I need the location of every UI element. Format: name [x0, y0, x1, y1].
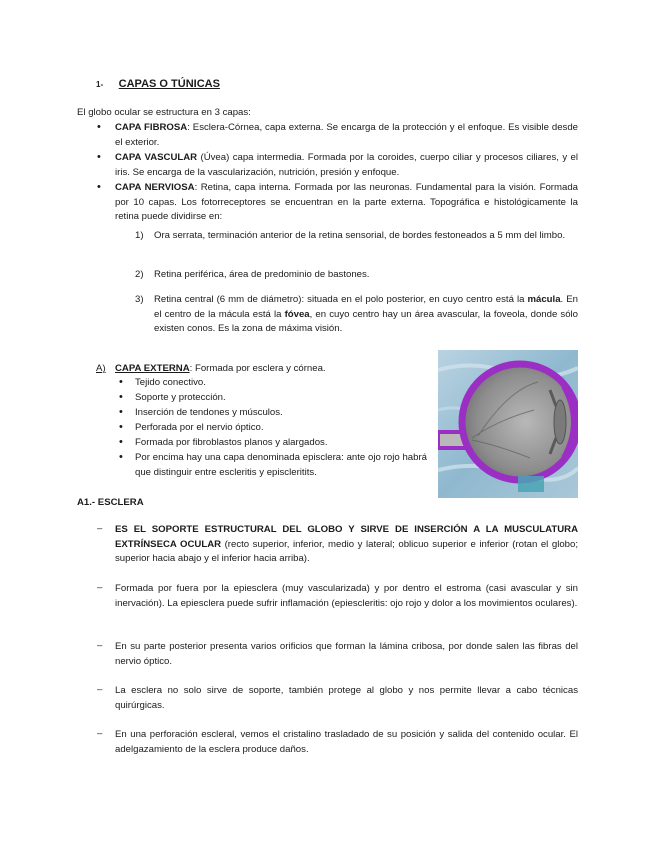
dash-icon: – [97, 523, 103, 534]
layer-desc: (Úvea) capa intermedia. Formada por la coroides, cuerpo ciliar y procesos ciliares, y el iris. Se encarga de la vascularización, nutrición, presión y enfoque. [115, 152, 578, 178]
layer-desc: : Retina, capa interna. Formada por las neuronas. Fundamental para la visión. Formada por 10 capas. Los fotorreceptores se encuentran en la parte externa. Topográfica e histológicamente la retina puede dividirse en: [115, 182, 578, 223]
sclera-item: En su parte posterior presenta varios orificios que forman la lámina cribosa, por donde salen las fibras del nervio óptico. [115, 641, 578, 667]
retina-text: , en cuyo centro hay un área avascular, la foveola, donde sólo existen conos. Es la zona de máxima visión. [154, 308, 578, 335]
dash-icon: – [97, 728, 103, 739]
eye-illustration [438, 350, 578, 498]
list-number: 1) [135, 230, 144, 241]
layer-name: CAPA NERVIOSA [115, 182, 195, 193]
dash-icon: – [97, 684, 103, 695]
retina-part-item [154, 293, 578, 337]
layer-item [115, 151, 578, 180]
fovea-term: fóvea [284, 308, 310, 320]
bullet-icon: • [119, 391, 123, 403]
section-title: CAPAS O TÚNICAS [118, 78, 220, 90]
sclera-item-bold: ES EL SOPORTE ESTRUCTURAL DEL GLOBO Y SIRVE DE INSERCIÓN A LA MUSCULATURA EXTRÍNSECA OCULAR [115, 524, 578, 550]
list-item: Formada por fibroblastos planos y alargados. [135, 437, 328, 448]
bullet-icon: • [97, 121, 101, 133]
layer-item [115, 121, 578, 150]
eye-cross-section-image [438, 350, 578, 498]
layer-desc: : Esclera-Córnea, capa externa. Se encarga de la protección y el enfoque. Es visible desde el exterior. [115, 122, 578, 148]
sclera-item: En una perforación escleral, vemos el cristalino trasladado de su posición y salida del contenido ocular. El adelgazamiento de la esclera produce daños. [115, 729, 578, 755]
section-number: 1- [96, 80, 104, 89]
list-item: Soporte y protección. [135, 392, 226, 403]
bullet-icon: • [119, 421, 123, 433]
bullet-icon: • [97, 181, 101, 193]
list-number: 3) [135, 294, 144, 305]
bullet-icon: • [119, 406, 123, 418]
sclera-item [115, 523, 578, 567]
section-heading [96, 77, 220, 93]
list-item: Tejido conectivo. [135, 377, 206, 388]
external-layer-label: A) [96, 363, 106, 374]
list-number: 2) [135, 269, 144, 280]
external-layer-heading [96, 362, 326, 377]
layer-name: CAPA VASCULAR [115, 152, 198, 163]
bullet-icon: • [119, 436, 123, 448]
bullet-icon: • [119, 376, 123, 388]
external-layer-desc: : Formada por esclera y córnea. [189, 363, 326, 374]
list-item: Por encima hay una capa denominada episclera: ante ojo rojo habrá que distinguir entre escleritis y episcleritits. [135, 452, 427, 478]
sclera-heading: A1.- ESCLERA [77, 497, 144, 508]
dash-icon: – [97, 640, 103, 651]
external-layer-title: CAPA EXTERNA [115, 363, 190, 374]
layer-name: CAPA FIBROSA [115, 122, 188, 133]
layer-item [115, 181, 578, 225]
bullet-icon: • [97, 151, 101, 163]
dash-icon: – [97, 582, 103, 593]
retina-text: Retina central (6 mm de diámetro): situada en el polo posterior, en cuyo centro está la [154, 294, 528, 305]
sclera-item: Formada por fuera por la epiesclera (muy vascularizada) y por dentro el estroma (casi avascular y sin inervación). La epiesclera puede sufrir inflamación (epiescleritis: ojo rojo y dolor a los movimientos oculares). [115, 583, 578, 609]
sclera-item-text: (recto superior, inferior, medio y lateral; oblicuo superior e inferior (rotan el globo; superior hacia abajo y el inferior hacia arriba). [115, 538, 578, 565]
list-item: Perforada por el nervio óptico. [135, 422, 264, 433]
retina-part-item: Ora serrata, terminación anterior de la retina sensorial, de bordes festoneados a 5 mm del limbo. [154, 230, 566, 241]
retina-part-item: Retina periférica, área de predominio de bastones. [154, 269, 370, 280]
macula-term: mácula [527, 294, 561, 305]
sclera-item: La esclera no solo sirve de soporte, también protege al globo y nos permite llevar a cabo técnicas quirúrgicas. [115, 685, 578, 711]
intro-text: El globo ocular se estructura en 3 capas: [77, 107, 251, 118]
list-item: Inserción de tendones y músculos. [135, 407, 283, 418]
bullet-icon: • [119, 451, 123, 463]
retina-text: . En el centro de la mácula está la [154, 294, 578, 320]
